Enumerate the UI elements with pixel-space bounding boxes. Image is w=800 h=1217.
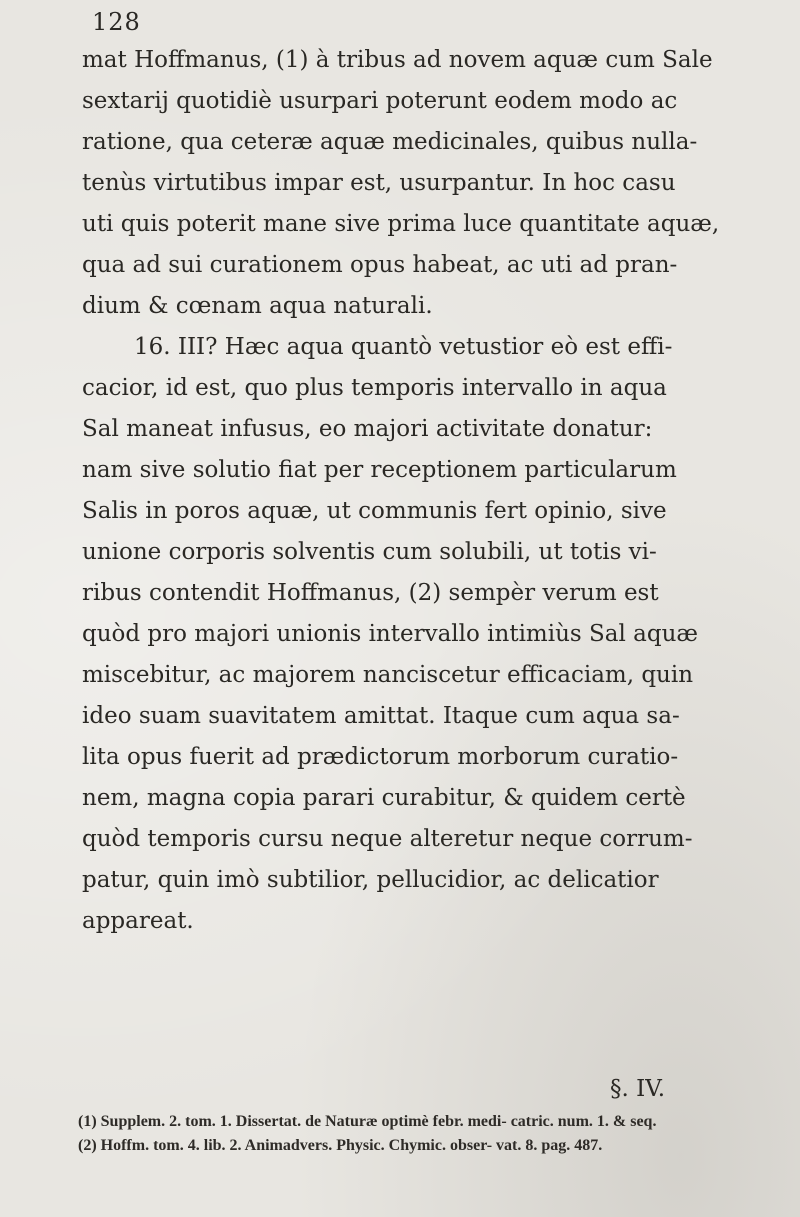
text-line: nem, magna copia parari curabitur, & quidem certè (82, 785, 686, 811)
text-line: unione corporis solventis cum solubili, ut totis vi- (82, 539, 657, 565)
text-line: lita opus fuerit ad prædictorum morborum curatio- (82, 744, 679, 770)
text-line: nam sive solutio fiat per receptionem particularum (82, 457, 677, 483)
text-line: qua ad sui curationem opus habeat, ac uti ad pran- (82, 252, 678, 278)
text-line: ratione, qua ceteræ aquæ medicinales, quibus nulla- (82, 129, 698, 155)
body-text (82, 40, 722, 942)
text-line: ribus contendit Hoffmanus, (2) sempèr verum est (82, 580, 659, 606)
text-line: cacior, id est, quo plus temporis intervallo in aqua (82, 375, 667, 401)
text-line: 16. III? Hæc aqua quantò vetustior eò est effi- (134, 334, 673, 360)
section-heading: §. IV. (610, 1076, 666, 1102)
text-line: sextarij quotidiè usurpari poterunt eodem modo ac (82, 88, 678, 114)
text-line: quòd pro majori unionis intervallo intimiùs Sal aquæ (82, 621, 699, 647)
text-line: Sal maneat infusus, eo majori activitate donatur: (82, 416, 653, 442)
text-line: uti quis poterit mane sive prima luce quantitate aquæ, (82, 211, 720, 237)
text-line: dium & cœnam aqua naturali. (82, 293, 433, 319)
page-number: 128 (92, 8, 141, 36)
footnote-1: (1) Supplem. 2. tom. 1. Dissertat. de Naturæ optimè febr. medi- catric. num. 1. & seq. (78, 1113, 657, 1130)
text-line: quòd temporis cursu neque alteretur neque corrum- (82, 826, 693, 852)
text-line: patur, quin imò subtilior, pellucidior, ac delicatior (82, 867, 659, 893)
text-line: miscebitur, ac majorem nanciscetur efficaciam, quin (82, 662, 694, 688)
text-line: mat Hoffmanus, (1) à tribus ad novem aquæ cum Sale (82, 47, 713, 73)
text-line: tenùs virtutibus impar est, usurpantur. In hoc casu (82, 170, 676, 196)
footnotes (78, 1110, 738, 1158)
text-line: ideo suam suavitatem amittat. Itaque cum aqua sa- (82, 703, 680, 729)
text-line: Salis in poros aquæ, ut communis fert opinio, sive (82, 498, 667, 524)
footnote-2: (2) Hoffm. tom. 4. lib. 2. Animadvers. Physic. Chymic. obser- vat. 8. pag. 487. (78, 1137, 603, 1154)
text-line: appareat. (82, 908, 194, 934)
